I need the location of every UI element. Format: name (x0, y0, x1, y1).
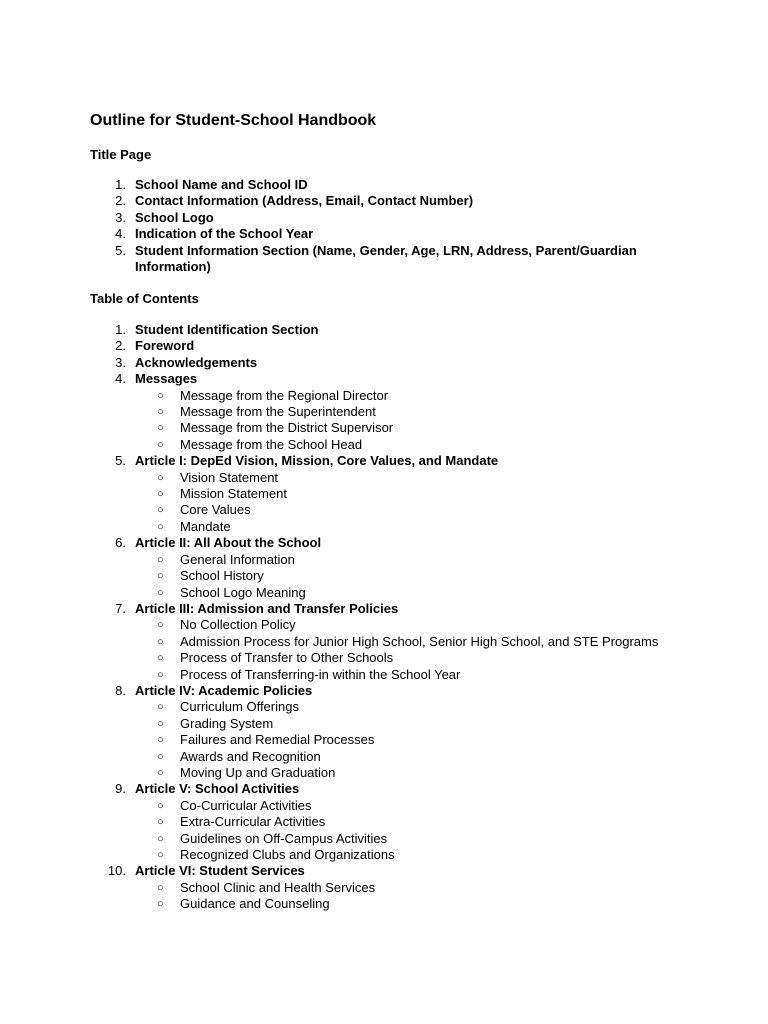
sub-list-item (135, 880, 708, 896)
sub-list-item (135, 798, 708, 814)
hollow-circle-bullet-icon: ○ (157, 849, 164, 861)
list-item-number: 7. (115, 600, 126, 616)
sub-list-item-text: Co-Curricular Activities (180, 797, 312, 813)
sub-list-item (135, 814, 708, 830)
sub-list-item (135, 486, 708, 502)
sub-list-item (135, 732, 708, 748)
list-item (90, 210, 708, 226)
hollow-circle-bullet-icon: ○ (157, 438, 164, 451)
sub-list-item-text: Failures and Remedial Processes (180, 732, 375, 748)
sub-list-item (135, 716, 708, 732)
section-heading-table-of-contents: Table of Contents (90, 291, 199, 306)
list-item-text: Article IV: Academic Policies (135, 682, 313, 698)
list-item-number: 6. (115, 535, 126, 551)
list-item (90, 243, 708, 276)
list-item-text: Contact Information (Address, Email, Contact Number) (135, 193, 474, 209)
list-item-text: Article V: School Activities (135, 781, 300, 797)
list-item (90, 338, 708, 354)
sub-list-item-text: Moving Up and Graduation (180, 764, 336, 780)
sub-list-item-text: Process of Transfer to Other Schools (180, 650, 394, 666)
list-item (90, 863, 708, 912)
sub-list-item (135, 568, 708, 584)
sub-list-item-text: School Logo Meaning (180, 584, 306, 600)
title-page-list (90, 177, 708, 275)
list-item-number: 2. (115, 338, 126, 354)
list-item-number: 5. (115, 242, 126, 258)
sub-list-item-text: Guidance and Counseling (180, 896, 330, 912)
list-item-text: School Name and School ID (135, 177, 308, 192)
list-item (90, 683, 708, 781)
hollow-circle-bullet-icon: ○ (157, 504, 164, 517)
sub-list-item-text: Mission Statement (180, 486, 287, 502)
hollow-circle-bullet-icon: ○ (157, 766, 164, 779)
hollow-circle-bullet-icon: ○ (157, 816, 164, 829)
sub-list-item (135, 388, 708, 404)
list-item (90, 322, 708, 338)
hollow-circle-bullet-icon: ○ (157, 799, 164, 812)
sub-list-item-text: Grading System (180, 715, 274, 731)
list-item-number: 9. (115, 781, 126, 797)
list-item-text: Article VI: Student Services (135, 863, 305, 879)
sub-list-item (135, 650, 708, 666)
list-item-text: Foreword (135, 338, 195, 354)
hollow-circle-bullet-icon: ○ (157, 750, 164, 763)
sub-list-item (135, 847, 708, 863)
hollow-circle-bullet-icon: ○ (157, 471, 164, 484)
sub-list (135, 880, 708, 913)
sub-list-item (135, 437, 708, 453)
sub-list-item-text: School History (180, 568, 264, 584)
sub-list-item-text: Process of Transferring-in within the School Year (180, 666, 461, 682)
sub-list-item-text: Guidelines on Off-Campus Activities (180, 830, 388, 846)
hollow-circle-bullet-icon: ○ (157, 488, 164, 501)
list-item (90, 177, 708, 193)
sub-list (135, 699, 708, 781)
sub-list-item (135, 420, 708, 436)
hollow-circle-bullet-icon: ○ (157, 553, 164, 566)
sub-list-item (135, 749, 708, 765)
sub-list-item-text: School Clinic and Health Services (180, 879, 376, 895)
list-item (90, 781, 708, 863)
sub-list-item-text: Admission Process for Junior High School, Senior High School, and STE Programs (180, 633, 659, 649)
section-heading-title-page: Title Page (90, 147, 152, 162)
hollow-circle-bullet-icon: ○ (157, 652, 164, 665)
list-item-text: Article I: DepEd Vision, Mission, Core Values, and Mandate (135, 453, 499, 469)
list-item (90, 193, 708, 209)
hollow-circle-bullet-icon: ○ (157, 898, 164, 911)
sub-list-item (135, 470, 708, 486)
hollow-circle-bullet-icon: ○ (157, 881, 164, 894)
sub-list-item-text: Mandate (180, 518, 231, 534)
list-item-number: 8. (115, 682, 126, 698)
sub-list (135, 617, 708, 683)
list-item (90, 453, 708, 535)
hollow-circle-bullet-icon: ○ (157, 422, 164, 435)
sub-list-item-text: Message from the Regional Director (180, 387, 389, 403)
table-of-contents-list (90, 322, 708, 913)
hollow-circle-bullet-icon: ○ (157, 701, 164, 714)
sub-list-item-text: Message from the District Supervisor (180, 420, 394, 436)
list-item (90, 226, 708, 242)
sub-list-item-text: Extra-Curricular Activities (180, 814, 326, 830)
sub-list-item (135, 699, 708, 715)
hollow-circle-bullet-icon: ○ (157, 717, 164, 730)
sub-list-item (135, 831, 708, 847)
sub-list (135, 470, 708, 536)
sub-list (135, 388, 708, 454)
sub-list-item-text: Message from the School Head (180, 436, 363, 452)
sub-list-item (135, 896, 708, 912)
sub-list-item-text: Vision Statement (180, 469, 279, 485)
sub-list-item (135, 667, 708, 683)
list-item-text: Acknowledgements (135, 354, 258, 370)
list-item-number: 2. (115, 193, 126, 209)
list-item-number: 1. (115, 177, 126, 192)
page-title: Outline for Student-School Handbook (90, 112, 377, 129)
list-item (90, 601, 708, 683)
sub-list-item-text: Core Values (180, 502, 251, 518)
list-item (90, 371, 708, 453)
list-item-number: 5. (115, 453, 126, 469)
sub-list-item-text: No Collection Policy (180, 617, 296, 633)
sub-list-item (135, 552, 708, 568)
list-item (90, 535, 708, 601)
sub-list-item (135, 502, 708, 518)
sub-list-item-text: Message from the Superintendent (180, 404, 376, 420)
sub-list (135, 798, 708, 864)
hollow-circle-bullet-icon: ○ (157, 619, 164, 632)
sub-list-item (135, 617, 708, 633)
hollow-circle-bullet-icon: ○ (157, 734, 164, 747)
sub-list-item (135, 765, 708, 781)
hollow-circle-bullet-icon: ○ (157, 520, 164, 533)
list-item-number: 3. (115, 209, 126, 225)
list-item-number: 4. (115, 371, 126, 387)
hollow-circle-bullet-icon: ○ (157, 570, 164, 583)
sub-list-item (135, 634, 708, 650)
sub-list-item (135, 404, 708, 420)
sub-list (135, 552, 708, 601)
list-item-number: 10. (107, 863, 126, 879)
sub-list-item-text: Curriculum Offerings (180, 699, 299, 715)
list-item-text: School Logo (135, 209, 214, 225)
sub-list-item-text: General Information (180, 551, 295, 567)
hollow-circle-bullet-icon: ○ (157, 668, 164, 681)
sub-list-item-text: Recognized Clubs and Organizations (180, 847, 395, 862)
list-item-text: Messages (135, 371, 198, 387)
sub-list-item (135, 585, 708, 601)
sub-list-item-text: Awards and Recognition (180, 748, 321, 764)
sub-list-item (135, 519, 708, 535)
list-item-text: Student Identification Section (135, 322, 319, 337)
list-item-text: Article II: All About the School (135, 535, 322, 551)
hollow-circle-bullet-icon: ○ (157, 586, 164, 599)
hollow-circle-bullet-icon: ○ (157, 635, 164, 648)
list-item-text: Indication of the School Year (135, 226, 314, 242)
list-item-number: 4. (115, 226, 126, 242)
list-item-text: Student Information Section (Name, Gender, Age, LRN, Address, Parent/Guardian Information) (135, 242, 637, 275)
list-item-text: Article III: Admission and Transfer Policies (135, 600, 399, 616)
list-item-number: 3. (115, 354, 126, 370)
list-item-number: 1. (115, 322, 126, 337)
hollow-circle-bullet-icon: ○ (157, 832, 164, 845)
hollow-circle-bullet-icon: ○ (157, 406, 164, 419)
list-item (90, 355, 708, 371)
hollow-circle-bullet-icon: ○ (157, 389, 164, 402)
